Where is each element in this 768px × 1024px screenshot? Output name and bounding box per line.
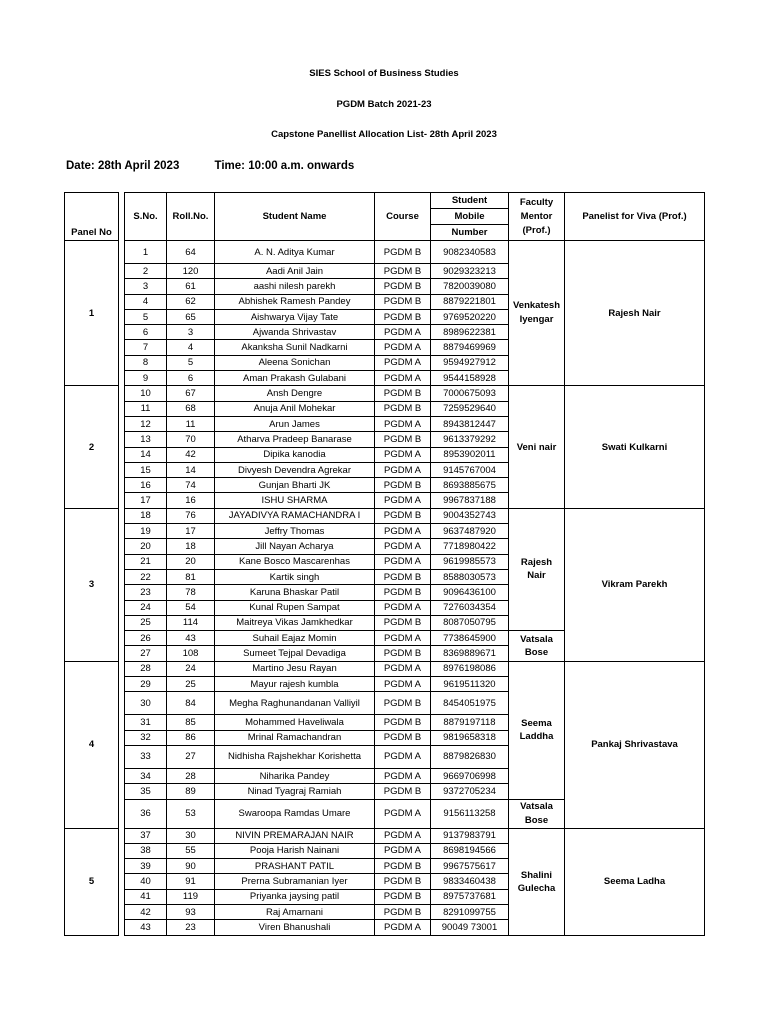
cell-sno: 24 — [125, 600, 167, 615]
cell-roll: 27 — [167, 745, 215, 768]
cell-mobile: 7276034354 — [431, 600, 509, 615]
cell-student-name: Swaroopa Ramdas Umare — [215, 799, 375, 828]
cell-sno: 25 — [125, 615, 167, 630]
cell-mobile: 9544158928 — [431, 371, 509, 386]
cell-roll: 23 — [167, 920, 215, 935]
cell-student-name: Ninad Tyagraj Ramiah — [215, 784, 375, 799]
cell-roll: 119 — [167, 889, 215, 904]
cell-sno: 42 — [125, 904, 167, 919]
cell-mobile: 8879221801 — [431, 294, 509, 309]
cell-course: PGDM A — [375, 677, 431, 692]
cell-mobile: 8975737681 — [431, 889, 509, 904]
cell-mobile: 8454051975 — [431, 692, 509, 715]
cell-course: PGDM B — [375, 309, 431, 324]
cell-sno: 11 — [125, 401, 167, 416]
cell-student-name: Pooja Harish Nainani — [215, 843, 375, 858]
cell-student-name: Aman Prakash Gulabani — [215, 371, 375, 386]
cell-student-name: Niharika Pandey — [215, 768, 375, 783]
panel-number: 4 — [65, 661, 119, 828]
cell-sno: 3 — [125, 279, 167, 294]
cell-course: PGDM A — [375, 493, 431, 508]
cell-student-name: Viren Bhanushali — [215, 920, 375, 935]
cell-roll: 16 — [167, 493, 215, 508]
cell-roll: 42 — [167, 447, 215, 462]
cell-student-name: Atharva Pradeep Banarase — [215, 432, 375, 447]
faculty-mentor: Rajesh Nair — [509, 508, 565, 630]
cell-roll: 65 — [167, 309, 215, 324]
faculty-mentor: Veni nair — [509, 386, 565, 508]
cell-sno: 20 — [125, 539, 167, 554]
cell-mobile: 90049 73001 — [431, 920, 509, 935]
cell-roll: 4 — [167, 340, 215, 355]
cell-course: PGDM B — [375, 692, 431, 715]
cell-mobile: 8588030573 — [431, 569, 509, 584]
cell-student-name: Divyesh Devendra Agrekar — [215, 462, 375, 477]
cell-course: PGDM B — [375, 432, 431, 447]
cell-student-name: Aishwarya Vijay Tate — [215, 309, 375, 324]
cell-roll: 61 — [167, 279, 215, 294]
cell-course: PGDM B — [375, 889, 431, 904]
cell-roll: 62 — [167, 294, 215, 309]
cell-roll: 28 — [167, 768, 215, 783]
cell-roll: 64 — [167, 241, 215, 264]
cell-student-name: PRASHANT PATIL — [215, 859, 375, 874]
cell-sno: 33 — [125, 745, 167, 768]
cell-student-name: Kartik singh — [215, 569, 375, 584]
cell-course: PGDM B — [375, 874, 431, 889]
cell-student-name: Mohammed Haveliwala — [215, 715, 375, 730]
cell-course: PGDM B — [375, 859, 431, 874]
viva-panelist: Pankaj Shrivastava — [565, 661, 705, 828]
time-label: Time: 10:00 a.m. onwards — [214, 160, 355, 172]
cell-course: PGDM A — [375, 661, 431, 676]
faculty-mentor: Shalini Gulecha — [509, 828, 565, 935]
cell-course: PGDM A — [375, 631, 431, 646]
cell-mobile: 8989622381 — [431, 325, 509, 340]
cell-mobile: 9372705234 — [431, 784, 509, 799]
cell-roll: 85 — [167, 715, 215, 730]
col-viva-panelist: Panelist for Viva (Prof.) — [565, 193, 705, 241]
cell-sno: 26 — [125, 631, 167, 646]
viva-panelist: Vikram Parekh — [565, 508, 705, 661]
cell-course: PGDM B — [375, 386, 431, 401]
faculty-mentor: Venkatesh Iyengar — [509, 241, 565, 386]
cell-student-name: Megha Raghunandanan Valliyil — [215, 692, 375, 715]
cell-sno: 32 — [125, 730, 167, 745]
cell-roll: 53 — [167, 799, 215, 828]
cell-sno: 39 — [125, 859, 167, 874]
cell-course: PGDM A — [375, 554, 431, 569]
cell-student-name: Jeffry Thomas — [215, 524, 375, 539]
cell-course: PGDM A — [375, 843, 431, 858]
cell-roll: 24 — [167, 661, 215, 676]
cell-course: PGDM B — [375, 646, 431, 661]
cell-mobile: 8087050795 — [431, 615, 509, 630]
cell-student-name: A. N. Aditya Kumar — [215, 241, 375, 264]
cell-roll: 90 — [167, 859, 215, 874]
cell-roll: 70 — [167, 432, 215, 447]
date-label: Date: 28th April 2023 — [66, 160, 180, 172]
cell-student-name: Aleena Sonichan — [215, 355, 375, 370]
panel-number: 2 — [65, 386, 119, 508]
cell-mobile: 8879197118 — [431, 715, 509, 730]
cell-student-name: Martino Jesu Rayan — [215, 661, 375, 676]
cell-mobile: 9082340583 — [431, 241, 509, 264]
cell-sno: 27 — [125, 646, 167, 661]
col-student-mobile: Mobile — [431, 209, 509, 225]
cell-roll: 68 — [167, 401, 215, 416]
faculty-mentor: Vatsala Bose — [509, 631, 565, 662]
cell-sno: 40 — [125, 874, 167, 889]
cell-roll: 30 — [167, 828, 215, 843]
cell-sno: 14 — [125, 447, 167, 462]
cell-mobile: 9096436100 — [431, 585, 509, 600]
cell-mobile: 7718980422 — [431, 539, 509, 554]
panel-number: 5 — [65, 828, 119, 935]
cell-student-name: Ajwanda Shrivastav — [215, 325, 375, 340]
cell-sno: 15 — [125, 462, 167, 477]
cell-course: PGDM B — [375, 615, 431, 630]
cell-sno: 10 — [125, 386, 167, 401]
cell-mobile: 9833460438 — [431, 874, 509, 889]
date-time-line — [66, 160, 354, 172]
list-title: Capstone Panellist Allocation List- 28th April 2023 — [271, 129, 497, 140]
cell-course: PGDM A — [375, 355, 431, 370]
cell-mobile: 7820039080 — [431, 279, 509, 294]
cell-sno: 28 — [125, 661, 167, 676]
col-sno: S.No. — [125, 193, 167, 241]
cell-sno: 34 — [125, 768, 167, 783]
cell-roll: 93 — [167, 904, 215, 919]
cell-course: PGDM A — [375, 539, 431, 554]
cell-student-name: Dipika kanodia — [215, 447, 375, 462]
cell-mobile: 9145767004 — [431, 462, 509, 477]
cell-student-name: Mayur rajesh kumbla — [215, 677, 375, 692]
cell-course: PGDM B — [375, 478, 431, 493]
cell-roll: 67 — [167, 386, 215, 401]
cell-mobile: 9769520220 — [431, 309, 509, 324]
table-row — [65, 661, 705, 676]
cell-student-name: NIVIN PREMARAJAN NAIR — [215, 828, 375, 843]
cell-student-name: Prerna Subramanian Iyer — [215, 874, 375, 889]
cell-mobile: 8879469969 — [431, 340, 509, 355]
cell-roll: 86 — [167, 730, 215, 745]
cell-sno: 9 — [125, 371, 167, 386]
cell-course: PGDM A — [375, 768, 431, 783]
cell-course: PGDM A — [375, 745, 431, 768]
cell-student-name: Maitreya Vikas Jamkhedkar — [215, 615, 375, 630]
cell-sno: 8 — [125, 355, 167, 370]
cell-mobile: 9137983791 — [431, 828, 509, 843]
cell-sno: 37 — [125, 828, 167, 843]
cell-roll: 43 — [167, 631, 215, 646]
cell-sno: 19 — [125, 524, 167, 539]
cell-mobile: 9819658318 — [431, 730, 509, 745]
cell-sno: 22 — [125, 569, 167, 584]
table-row — [65, 828, 705, 843]
cell-sno: 6 — [125, 325, 167, 340]
cell-roll: 74 — [167, 478, 215, 493]
cell-sno: 5 — [125, 309, 167, 324]
cell-student-name: Arun James — [215, 416, 375, 431]
cell-student-name: Suhail Eajaz Momin — [215, 631, 375, 646]
cell-sno: 1 — [125, 241, 167, 264]
cell-student-name: Kane Bosco Mascarenhas — [215, 554, 375, 569]
cell-mobile: 8369889671 — [431, 646, 509, 661]
cell-sno: 2 — [125, 264, 167, 279]
cell-sno: 4 — [125, 294, 167, 309]
cell-course: PGDM B — [375, 569, 431, 584]
cell-course: PGDM B — [375, 264, 431, 279]
col-faculty-mentor: Faculty Mentor (Prof.) — [509, 193, 565, 241]
cell-student-name: Aadi Anil Jain — [215, 264, 375, 279]
col-panel-no: Panel No — [65, 193, 119, 241]
col-student-top: Student — [431, 193, 509, 209]
cell-roll: 84 — [167, 692, 215, 715]
cell-roll: 55 — [167, 843, 215, 858]
cell-sno: 7 — [125, 340, 167, 355]
viva-panelist: Seema Ladha — [565, 828, 705, 935]
cell-student-name: Kunal Rupen Sampat — [215, 600, 375, 615]
cell-roll: 17 — [167, 524, 215, 539]
cell-mobile: 8953902011 — [431, 447, 509, 462]
cell-course: PGDM A — [375, 371, 431, 386]
cell-roll: 5 — [167, 355, 215, 370]
cell-mobile: 7259529640 — [431, 401, 509, 416]
cell-sno: 31 — [125, 715, 167, 730]
cell-sno: 41 — [125, 889, 167, 904]
viva-panelist: Rajesh Nair — [565, 241, 705, 386]
institute-title: SIES School of Business Studies — [309, 68, 459, 79]
batch-title: PGDM Batch 2021-23 — [336, 99, 432, 110]
cell-course: PGDM A — [375, 828, 431, 843]
cell-sno: 13 — [125, 432, 167, 447]
cell-course: PGDM A — [375, 524, 431, 539]
cell-sno: 18 — [125, 508, 167, 523]
viva-panelist: Swati Kulkarni — [565, 386, 705, 508]
cell-course: PGDM B — [375, 508, 431, 523]
faculty-mentor: Vatsala Bose — [509, 799, 565, 828]
cell-course: PGDM A — [375, 340, 431, 355]
cell-student-name: Jill Nayan Acharya — [215, 539, 375, 554]
cell-mobile: 9619511320 — [431, 677, 509, 692]
cell-course: PGDM B — [375, 279, 431, 294]
cell-roll: 11 — [167, 416, 215, 431]
cell-roll: 25 — [167, 677, 215, 692]
cell-roll: 89 — [167, 784, 215, 799]
cell-student-name: Karuna Bhaskar Patil — [215, 585, 375, 600]
cell-student-name: Nidhisha Rajshekhar Korishetta — [215, 745, 375, 768]
cell-course: PGDM A — [375, 325, 431, 340]
panel-number: 3 — [65, 508, 119, 661]
cell-course: PGDM A — [375, 416, 431, 431]
cell-mobile: 8943812447 — [431, 416, 509, 431]
cell-mobile: 9967575617 — [431, 859, 509, 874]
cell-student-name: Abhishek Ramesh Pandey — [215, 294, 375, 309]
cell-student-name: JAYADIVYA RAMACHANDRA I — [215, 508, 375, 523]
cell-student-name: Gunjan Bharti JK — [215, 478, 375, 493]
cell-sno: 35 — [125, 784, 167, 799]
cell-student-name: Sumeet Tejpal Devadiga — [215, 646, 375, 661]
cell-course: PGDM B — [375, 585, 431, 600]
cell-sno: 38 — [125, 843, 167, 858]
cell-course: PGDM A — [375, 799, 431, 828]
cell-mobile: 9613379292 — [431, 432, 509, 447]
allocation-table — [64, 192, 705, 936]
cell-sno: 30 — [125, 692, 167, 715]
cell-mobile: 9619985573 — [431, 554, 509, 569]
cell-course: PGDM B — [375, 784, 431, 799]
cell-roll: 6 — [167, 371, 215, 386]
cell-course: PGDM B — [375, 904, 431, 919]
cell-mobile: 7738645900 — [431, 631, 509, 646]
faculty-mentor: Seema Laddha — [509, 661, 565, 799]
cell-mobile: 9594927912 — [431, 355, 509, 370]
cell-student-name: Ansh Dengre — [215, 386, 375, 401]
panel-number: 1 — [65, 241, 119, 386]
cell-roll: 78 — [167, 585, 215, 600]
cell-sno: 17 — [125, 493, 167, 508]
cell-mobile: 9004352743 — [431, 508, 509, 523]
cell-roll: 120 — [167, 264, 215, 279]
cell-mobile: 8698194566 — [431, 843, 509, 858]
col-student-number: Number — [431, 225, 509, 241]
table-header — [65, 193, 705, 241]
cell-sno: 29 — [125, 677, 167, 692]
cell-roll: 114 — [167, 615, 215, 630]
cell-roll: 18 — [167, 539, 215, 554]
cell-mobile: 9967837188 — [431, 493, 509, 508]
cell-student-name: Raj Amarnani — [215, 904, 375, 919]
cell-sno: 36 — [125, 799, 167, 828]
cell-student-name: Anuja Anil Mohekar — [215, 401, 375, 416]
col-student-name: Student Name — [215, 193, 375, 241]
cell-sno: 43 — [125, 920, 167, 935]
cell-mobile: 9637487920 — [431, 524, 509, 539]
cell-student-name: aashi nilesh parekh — [215, 279, 375, 294]
col-roll: Roll.No. — [167, 193, 215, 241]
cell-sno: 12 — [125, 416, 167, 431]
cell-roll: 81 — [167, 569, 215, 584]
cell-mobile: 9029323213 — [431, 264, 509, 279]
cell-student-name: Akanksha Sunil Nadkarni — [215, 340, 375, 355]
cell-mobile: 8291099755 — [431, 904, 509, 919]
cell-mobile: 8976198086 — [431, 661, 509, 676]
cell-roll: 14 — [167, 462, 215, 477]
cell-sno: 16 — [125, 478, 167, 493]
cell-mobile: 8879826830 — [431, 745, 509, 768]
cell-roll: 20 — [167, 554, 215, 569]
cell-student-name: ISHU SHARMA — [215, 493, 375, 508]
cell-mobile: 9156113258 — [431, 799, 509, 828]
cell-course: PGDM B — [375, 401, 431, 416]
cell-student-name: Priyanka jaysing patil — [215, 889, 375, 904]
cell-course: PGDM A — [375, 920, 431, 935]
cell-roll: 3 — [167, 325, 215, 340]
table-row — [65, 508, 705, 523]
table-row — [65, 241, 705, 264]
cell-course: PGDM A — [375, 600, 431, 615]
cell-course: PGDM B — [375, 294, 431, 309]
cell-roll: 108 — [167, 646, 215, 661]
col-course: Course — [375, 193, 431, 241]
cell-roll: 54 — [167, 600, 215, 615]
cell-course: PGDM A — [375, 447, 431, 462]
cell-student-name: Mrinal Ramachandran — [215, 730, 375, 745]
cell-roll: 76 — [167, 508, 215, 523]
cell-mobile: 9669706998 — [431, 768, 509, 783]
cell-sno: 23 — [125, 585, 167, 600]
cell-sno: 21 — [125, 554, 167, 569]
cell-course: PGDM B — [375, 715, 431, 730]
cell-course: PGDM B — [375, 730, 431, 745]
cell-course: PGDM B — [375, 241, 431, 264]
cell-roll: 91 — [167, 874, 215, 889]
table-row — [65, 386, 705, 401]
table-body — [65, 241, 705, 936]
cell-course: PGDM A — [375, 462, 431, 477]
cell-mobile: 7000675093 — [431, 386, 509, 401]
cell-mobile: 8693885675 — [431, 478, 509, 493]
